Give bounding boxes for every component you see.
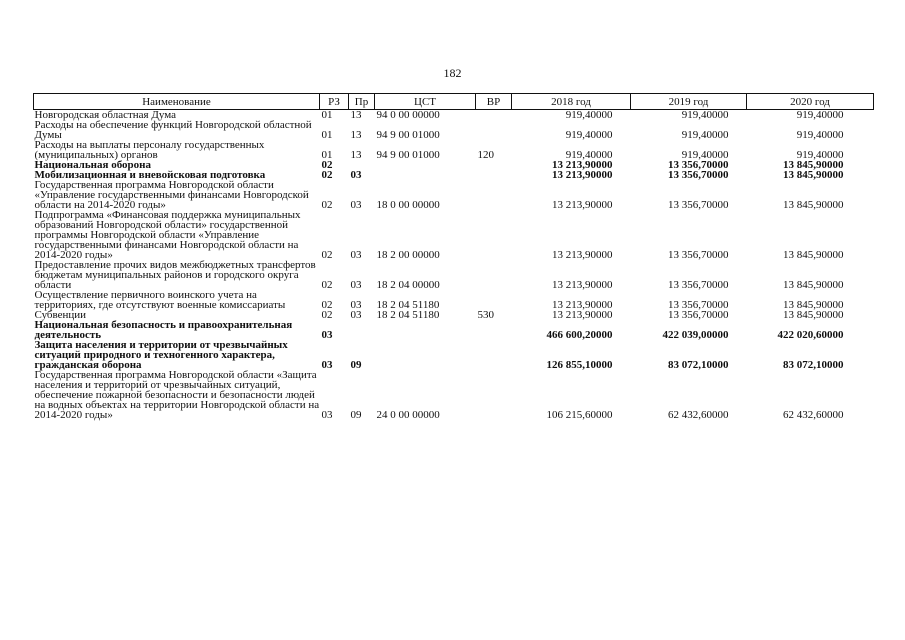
row-2019: 13 356,70000 [668, 169, 729, 181]
row-2019: 13 356,70000 [668, 199, 729, 211]
row-vr: 530 [477, 309, 494, 321]
header-2019: 2019 год [631, 94, 747, 110]
row-2018: 466 600,20000 [546, 329, 613, 341]
row-rz: 02 [321, 279, 333, 291]
row-2019: 13 356,70000 [668, 309, 729, 321]
row-name: Государственная программа Новгородской области «Защита населения и территорий от чрезвычайных ситуаций, обеспечение пожарной безопасности и безопасности людей на водных объектах на территории Новгородской области на 2014-2020 годы» [34, 369, 320, 421]
row-2020: 13 845,90000 [783, 159, 844, 171]
row-pr [349, 320, 375, 340]
row-vr [476, 120, 512, 140]
row-rz: 01 [321, 149, 333, 161]
row-2020: 422 020,60000 [777, 329, 844, 341]
row-2019: 919,40000 [681, 129, 729, 141]
row-name: Национальная оборона [34, 159, 152, 171]
row-pr: 03 [350, 279, 362, 291]
row-cst [375, 170, 476, 180]
row-2019: 422 039,00000 [662, 329, 729, 341]
row-2020: 13 845,90000 [783, 199, 844, 211]
row-vr [476, 180, 512, 210]
row-2018: 919,40000 [565, 129, 613, 141]
header-cst: ЦСТ [375, 94, 476, 110]
header-pr: Пр [349, 94, 375, 110]
row-name: Осуществление первичного воинского учета на территориях, где отсутствуют военные комиссариаты [34, 289, 286, 311]
row-cst: 18 2 00 00000 [376, 249, 440, 261]
row-pr: 03 [350, 299, 362, 311]
row-2019: 83 072,10000 [668, 359, 729, 371]
header-2018: 2018 год [512, 94, 631, 110]
page-number: 182 [443, 66, 462, 80]
row-vr [476, 170, 512, 180]
row-vr [476, 160, 512, 170]
table-row [34, 370, 874, 420]
header-name: Наименование [34, 94, 320, 110]
row-cst: 24 0 00 00000 [376, 409, 440, 421]
row-name: Защита населения и территории от чрезвычайных ситуаций природного и техногенного характера, гражданская оборона [34, 339, 288, 371]
row-name: Расходы на выплаты персоналу государственных (муниципальных) органов [34, 139, 265, 161]
row-cst [375, 340, 476, 370]
row-pr: 03 [350, 309, 362, 321]
row-cst [375, 160, 476, 170]
row-2018: 919,40000 [565, 109, 613, 121]
row-name: Государственная программа Новгородской области «Управление государственными финансами Новгородской области на 2014-2020 годы» [34, 179, 309, 211]
row-cst: 18 2 04 51180 [376, 299, 440, 311]
row-2019: 13 356,70000 [668, 299, 729, 311]
row-rz: 02 [321, 249, 333, 261]
header-vr: ВР [476, 94, 512, 110]
row-pr: 13 [350, 149, 362, 161]
row-2018: 13 213,90000 [552, 169, 613, 181]
row-2020: 919,40000 [796, 149, 844, 161]
table-header-row [34, 94, 874, 110]
row-rz: 02 [321, 159, 333, 171]
row-rz: 01 [321, 129, 333, 141]
row-vr [476, 290, 512, 310]
row-vr: 120 [477, 149, 494, 161]
row-rz: 03 [321, 359, 333, 371]
row-pr: 09 [350, 409, 362, 421]
row-vr [476, 370, 512, 420]
row-2020: 919,40000 [796, 129, 844, 141]
table-row [34, 290, 874, 310]
row-2018: 13 213,90000 [552, 249, 613, 261]
row-name: Подпрограмма «Финансовая поддержка муниципальных образований Новгородской области» государственной программы Новгородской области «Управление государственными финансами Новгородской области на 2014-2020 годы» [34, 209, 301, 261]
table-row [34, 320, 874, 340]
row-rz: 03 [321, 409, 333, 421]
row-2019: 13 356,70000 [668, 159, 729, 171]
row-2020: 13 845,90000 [783, 279, 844, 291]
row-pr: 13 [350, 109, 362, 121]
row-pr: 03 [350, 169, 362, 181]
header-rz: РЗ [320, 94, 349, 110]
row-2020: 62 432,60000 [783, 409, 844, 421]
row-vr [476, 320, 512, 340]
row-2019: 919,40000 [681, 149, 729, 161]
header-2020: 2020 год [747, 94, 874, 110]
row-name: Мобилизационная и вневойсковая подготовка [34, 169, 266, 181]
row-2019: 62 432,60000 [668, 409, 729, 421]
row-name: Субвенции [34, 309, 87, 321]
budget-table [33, 93, 874, 420]
table-row [34, 180, 874, 210]
row-name: Расходы на обеспечение функций Новгородской областной Думы [34, 119, 312, 141]
table-body [34, 110, 874, 421]
row-2020: 13 845,90000 [783, 169, 844, 181]
row-2020: 919,40000 [796, 109, 844, 121]
row-rz: 03 [321, 329, 333, 341]
row-cst: 94 9 00 01000 [376, 129, 440, 141]
row-2018: 13 213,90000 [552, 159, 613, 171]
row-rz: 02 [321, 309, 333, 321]
table-row [34, 260, 874, 290]
row-2018: 919,40000 [565, 149, 613, 161]
row-rz: 02 [321, 199, 333, 211]
row-cst: 18 2 04 00000 [376, 279, 440, 291]
row-name: Новгородская областная Дума [34, 109, 176, 121]
row-pr: 03 [350, 249, 362, 261]
row-vr [476, 210, 512, 260]
row-pr: 03 [350, 199, 362, 211]
row-rz: 02 [321, 299, 333, 311]
row-vr [476, 340, 512, 370]
row-vr [476, 260, 512, 290]
row-2020: 83 072,10000 [783, 359, 844, 371]
row-rz: 01 [321, 109, 333, 121]
row-rz: 02 [321, 169, 333, 181]
row-2018: 13 213,90000 [552, 299, 613, 311]
row-2020: 13 845,90000 [783, 309, 844, 321]
row-2020: 13 845,90000 [783, 299, 844, 311]
row-2018: 13 213,90000 [552, 199, 613, 211]
row-cst [375, 320, 476, 340]
table-row [34, 210, 874, 260]
row-cst: 94 0 00 00000 [376, 109, 440, 121]
table-row [34, 340, 874, 370]
row-2020: 13 845,90000 [783, 249, 844, 261]
row-cst: 18 2 04 51180 [376, 309, 440, 321]
row-name: Национальная безопасность и правоохранительная деятельность [34, 319, 293, 341]
row-pr: 09 [350, 359, 362, 371]
row-pr: 13 [350, 129, 362, 141]
row-vr [476, 110, 512, 121]
row-2019: 919,40000 [681, 109, 729, 121]
row-2019: 13 356,70000 [668, 279, 729, 291]
row-2018: 106 215,60000 [546, 409, 613, 421]
row-cst: 18 0 00 00000 [376, 199, 440, 211]
table-row [34, 140, 874, 160]
row-cst: 94 9 00 01000 [376, 149, 440, 161]
table-row [34, 120, 874, 140]
row-2018: 126 855,10000 [546, 359, 613, 371]
row-2019: 13 356,70000 [668, 249, 729, 261]
row-name: Предоставление прочих видов межбюджетных трансфертов бюджетам муниципальных районов и городского округа области [34, 259, 316, 291]
row-2018: 13 213,90000 [552, 309, 613, 321]
row-2018: 13 213,90000 [552, 279, 613, 291]
